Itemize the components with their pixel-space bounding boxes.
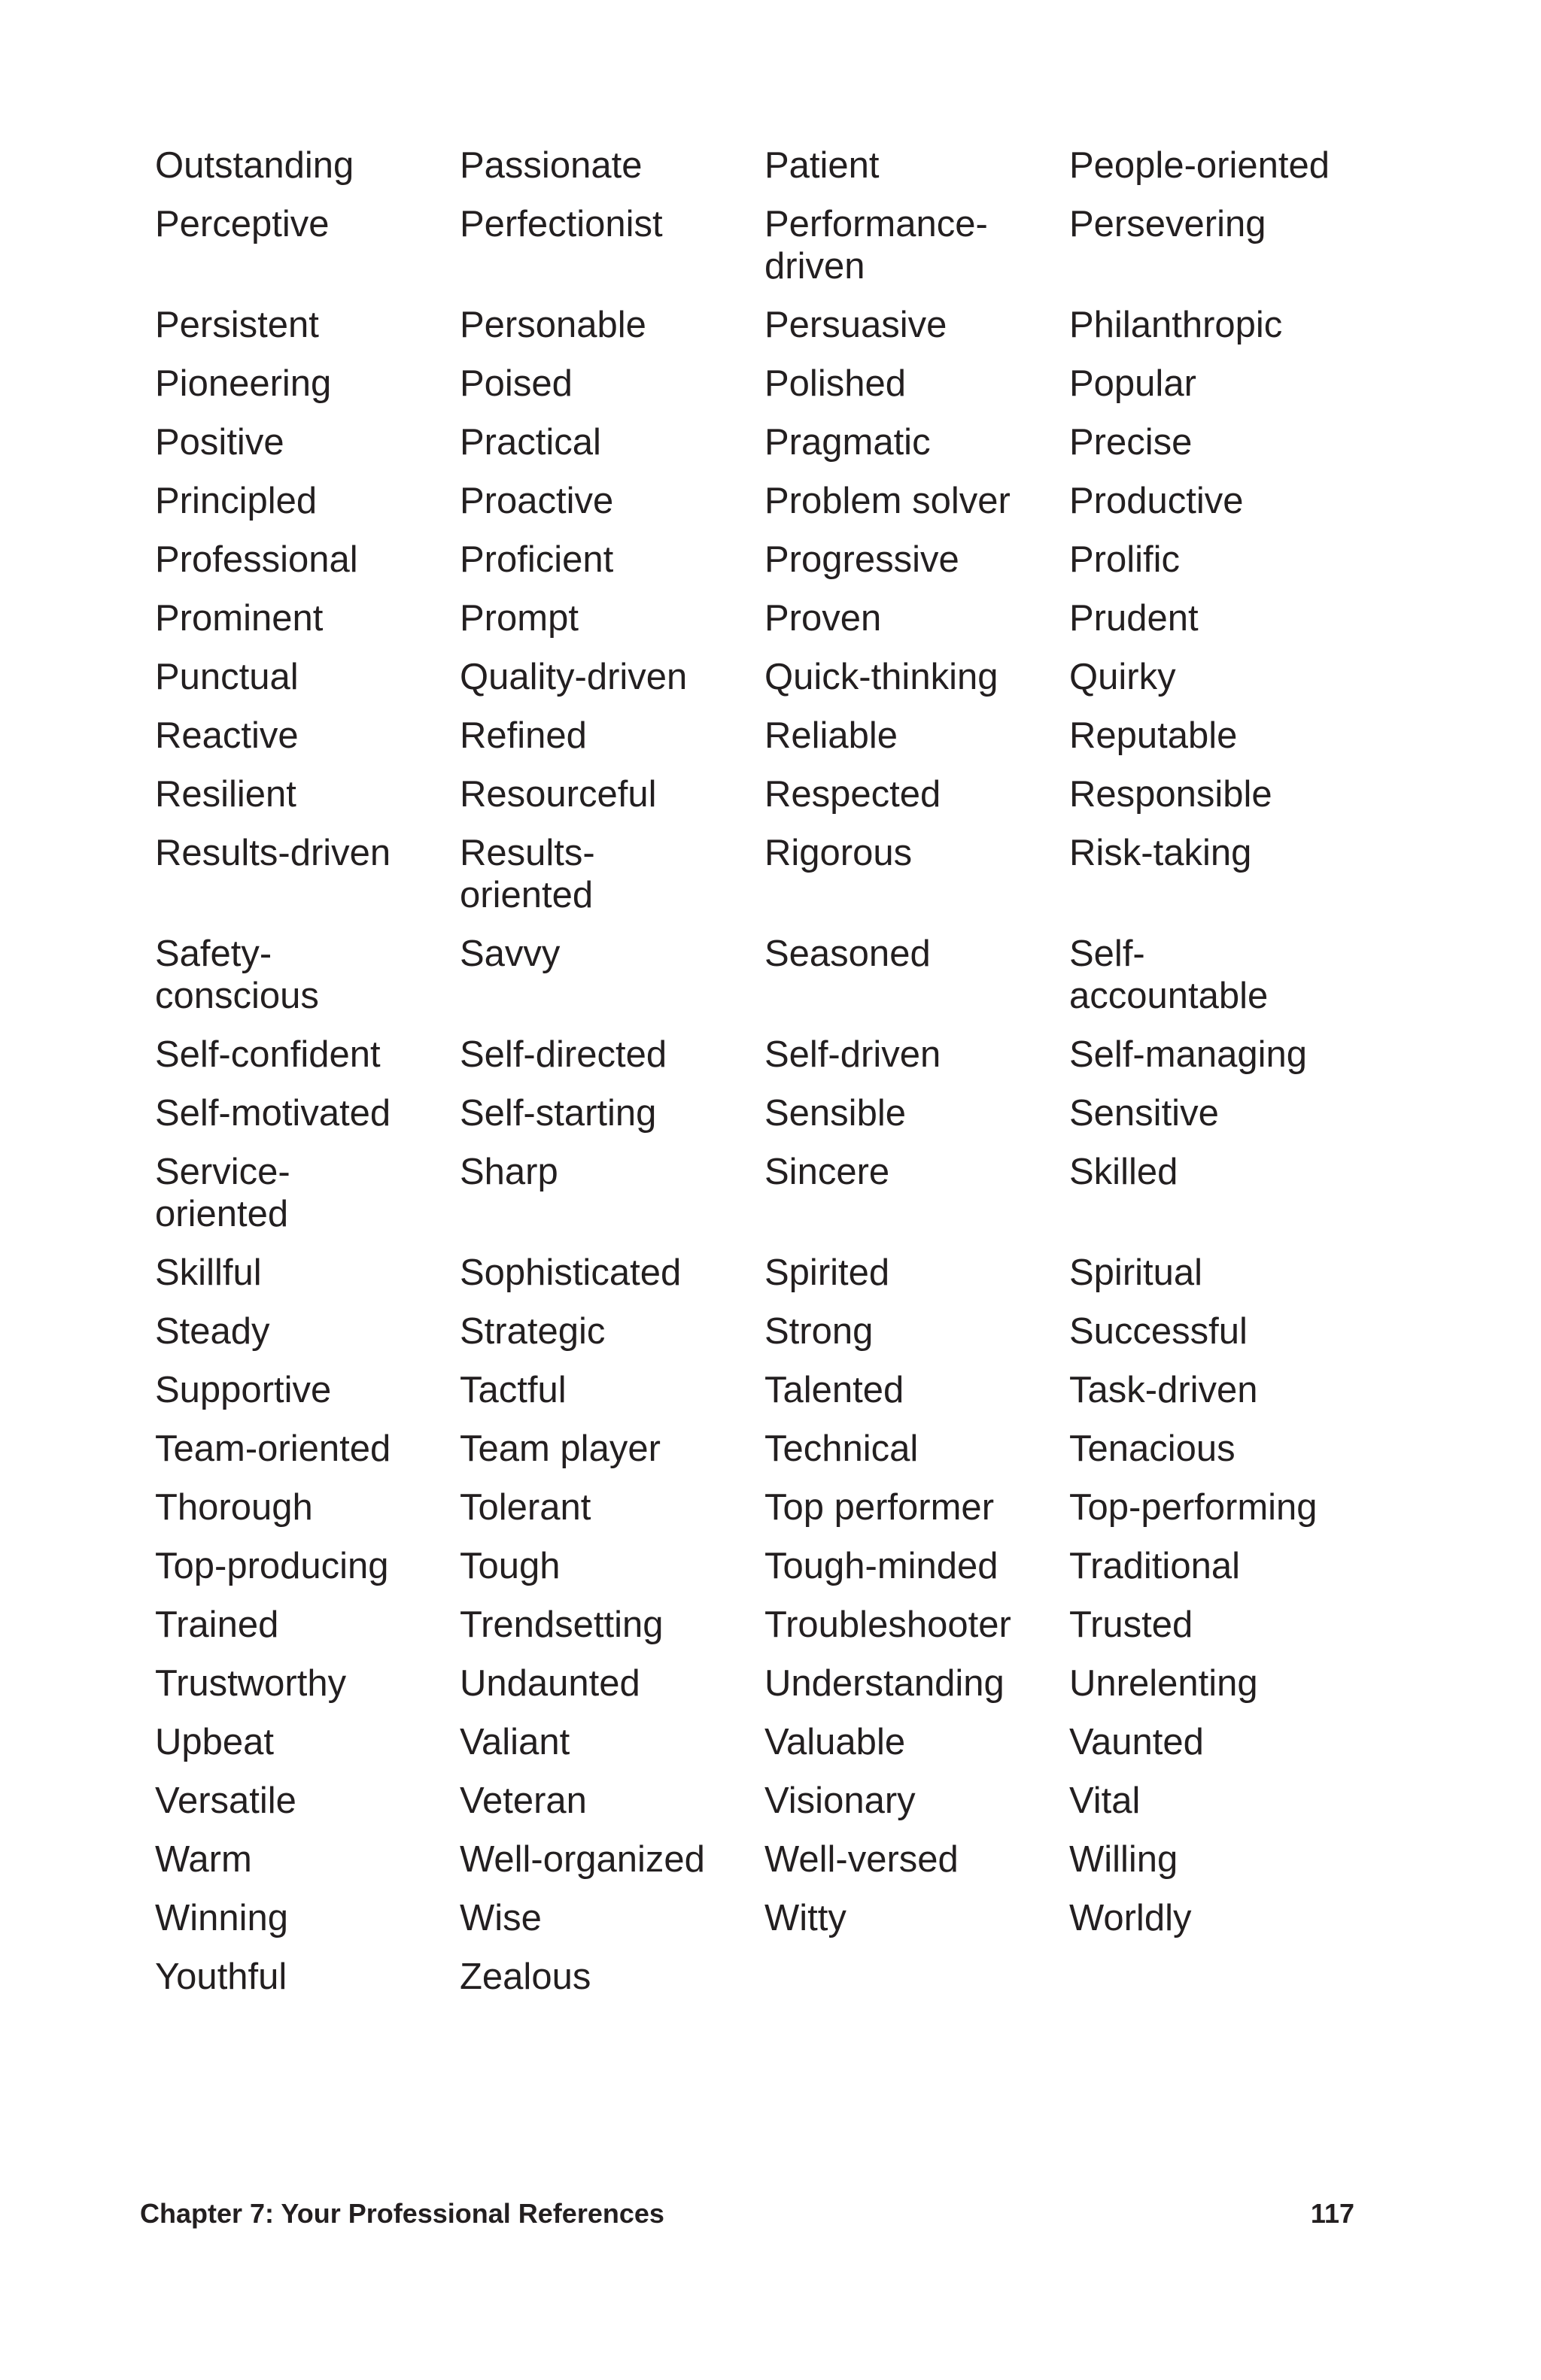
- table-row: [155, 1662, 1374, 1721]
- word-cell: Spirited: [764, 1252, 890, 1293]
- word-cell: Passionate: [460, 145, 643, 186]
- word-cell: Trusted: [1069, 1604, 1193, 1645]
- word-cell: Self- accountable: [1069, 933, 1269, 1016]
- word-cell: Prolific: [1069, 539, 1181, 580]
- chapter-title: Chapter 7: Your Professional References: [140, 2198, 664, 2229]
- word-cell: Worldly: [1069, 1898, 1192, 1938]
- word-cell: Principled: [155, 481, 318, 521]
- word-cell: Versatile: [155, 1780, 296, 1821]
- word-cell: Trendsetting: [460, 1604, 664, 1645]
- word-cell: Poised: [460, 363, 573, 404]
- word-cell: Tolerant: [460, 1487, 591, 1528]
- word-cell: Valiant: [460, 1722, 570, 1762]
- word-cell: Visionary: [764, 1780, 916, 1821]
- table-row: [155, 1034, 1374, 1092]
- word-cell: Trained: [155, 1604, 279, 1645]
- word-cell: Progressive: [764, 539, 959, 580]
- word-cell: Supportive: [155, 1370, 332, 1410]
- table-row: [155, 1252, 1374, 1310]
- table-row: [155, 656, 1374, 715]
- word-cell: Perfectionist: [460, 204, 663, 244]
- table-row: [155, 715, 1374, 773]
- word-cell: Sensitive: [1069, 1093, 1219, 1134]
- table-row: [155, 1780, 1374, 1838]
- word-cell: Task-driven: [1069, 1370, 1258, 1410]
- word-cell: Positive: [155, 422, 284, 463]
- word-cell: Steady: [155, 1311, 270, 1352]
- word-cell: Performance- driven: [764, 204, 988, 287]
- table-row: [155, 1486, 1374, 1545]
- word-cell: Practical: [460, 422, 601, 463]
- word-cell: Risk-taking: [1069, 833, 1252, 873]
- word-cell: Proficient: [460, 539, 614, 580]
- table-row: [155, 933, 1374, 1034]
- table-row: [155, 597, 1374, 656]
- word-cell: Technical: [764, 1428, 919, 1469]
- table-row: [155, 1721, 1374, 1780]
- word-cell: Perceptive: [155, 204, 330, 244]
- word-cell: Self-motivated: [155, 1093, 391, 1134]
- word-cell: People-oriented: [1069, 145, 1330, 186]
- word-cell: Successful: [1069, 1311, 1248, 1352]
- word-cell: Quick-thinking: [764, 657, 998, 697]
- table-row: [155, 480, 1374, 539]
- word-cell: Thorough: [155, 1487, 313, 1528]
- word-cell: Sophisticated: [460, 1252, 682, 1293]
- word-cell: Well-versed: [764, 1839, 959, 1880]
- word-cell: Philanthropic: [1069, 305, 1283, 345]
- table-row: [155, 304, 1374, 363]
- word-cell: Witty: [764, 1898, 846, 1938]
- table-row: [155, 832, 1374, 933]
- word-cell: Prompt: [460, 598, 579, 639]
- word-cell: Top-performing: [1069, 1487, 1318, 1528]
- word-cell: Strategic: [460, 1311, 606, 1352]
- word-cell: Upbeat: [155, 1722, 275, 1762]
- word-cell: Warm: [155, 1839, 252, 1880]
- word-cell: Quality-driven: [460, 657, 688, 697]
- table-row: [155, 363, 1374, 421]
- word-cell: Popular: [1069, 363, 1196, 404]
- word-cell: Youthful: [155, 1957, 287, 1997]
- word-cell: Responsible: [1069, 774, 1272, 815]
- word-cell: Top-producing: [155, 1546, 389, 1586]
- word-cell: [764, 1956, 1069, 2014]
- table-row: [155, 1151, 1374, 1252]
- word-cell: Resilient: [155, 774, 296, 815]
- word-cell: Professional: [155, 539, 358, 580]
- word-cell: Personable: [460, 305, 646, 345]
- word-cell: Sharp: [460, 1152, 558, 1192]
- word-cell: Problem solver: [764, 481, 1011, 521]
- table-row: [155, 1956, 1374, 2014]
- word-cell: Sincere: [764, 1152, 890, 1192]
- word-cell: Prominent: [155, 598, 324, 639]
- page-number: 117: [1310, 2198, 1354, 2229]
- word-cell: Self-starting: [460, 1093, 657, 1134]
- word-list-body: [155, 144, 1374, 2014]
- word-cell: Proven: [764, 598, 882, 639]
- table-row: [155, 1897, 1374, 1956]
- word-cell: Results- oriented: [460, 833, 595, 915]
- word-cell: Quirky: [1069, 657, 1176, 697]
- word-cell: Wise: [460, 1898, 542, 1938]
- word-cell: Polished: [764, 363, 906, 404]
- table-row: [155, 1092, 1374, 1151]
- table-row: [155, 539, 1374, 597]
- word-cell: Pioneering: [155, 363, 332, 404]
- table-row: [155, 1310, 1374, 1369]
- word-cell: Reliable: [764, 715, 898, 756]
- word-cell: Vaunted: [1069, 1722, 1204, 1762]
- word-cell: Respected: [764, 774, 941, 815]
- word-cell: Undaunted: [460, 1663, 640, 1704]
- word-cell: Outstanding: [155, 145, 354, 186]
- table-row: [155, 1545, 1374, 1604]
- word-cell: Trustworthy: [155, 1663, 347, 1704]
- word-cell: Resourceful: [460, 774, 657, 815]
- word-cell: Well-organized: [460, 1839, 705, 1880]
- word-cell: [1069, 1956, 1374, 2014]
- word-cell: Patient: [764, 145, 880, 186]
- word-cell: Self-managing: [1069, 1034, 1307, 1075]
- table-row: [155, 773, 1374, 832]
- word-cell: Pragmatic: [764, 422, 931, 463]
- word-cell: Self-driven: [764, 1034, 941, 1075]
- table-row: [155, 1604, 1374, 1662]
- page-footer: [140, 2195, 1354, 2233]
- word-cell: Skillful: [155, 1252, 262, 1293]
- word-cell: Tough: [460, 1546, 561, 1586]
- word-cell: Persistent: [155, 305, 319, 345]
- table-row: [155, 203, 1374, 304]
- word-cell: Winning: [155, 1898, 289, 1938]
- word-cell: Unrelenting: [1069, 1663, 1258, 1704]
- word-cell: Self-directed: [460, 1034, 667, 1075]
- word-cell: Veteran: [460, 1780, 587, 1821]
- word-cell: Team player: [460, 1428, 661, 1469]
- word-cell: Talented: [764, 1370, 904, 1410]
- word-cell: Reactive: [155, 715, 299, 756]
- word-cell: Rigorous: [764, 833, 913, 873]
- word-cell: Safety- conscious: [155, 933, 319, 1016]
- word-cell: Refined: [460, 715, 587, 756]
- word-cell: Team-oriented: [155, 1428, 391, 1469]
- word-cell: Seasoned: [764, 933, 931, 974]
- table-row: [155, 1838, 1374, 1897]
- word-cell: Service- oriented: [155, 1152, 290, 1234]
- word-cell: Willing: [1069, 1839, 1178, 1880]
- word-list-table: [155, 144, 1374, 2014]
- word-cell: Savvy: [460, 933, 561, 974]
- word-cell: Understanding: [764, 1663, 1005, 1704]
- word-cell: Spiritual: [1069, 1252, 1203, 1293]
- word-cell: Reputable: [1069, 715, 1238, 756]
- word-cell: Tactful: [460, 1370, 567, 1410]
- word-cell: Zealous: [460, 1957, 591, 1997]
- word-cell: Persuasive: [764, 305, 947, 345]
- word-cell: Proactive: [460, 481, 614, 521]
- word-cell: Tenacious: [1069, 1428, 1236, 1469]
- table-row: [155, 1428, 1374, 1486]
- word-cell: Persevering: [1069, 204, 1266, 244]
- word-cell: Prudent: [1069, 598, 1199, 639]
- table-row: [155, 1369, 1374, 1428]
- word-cell: Punctual: [155, 657, 299, 697]
- word-cell: Troubleshooter: [764, 1604, 1011, 1645]
- word-cell: Sensible: [764, 1093, 906, 1134]
- word-cell: Self-confident: [155, 1034, 381, 1075]
- word-cell: Strong: [764, 1311, 874, 1352]
- word-cell: Precise: [1069, 422, 1193, 463]
- table-row: [155, 144, 1374, 203]
- table-row: [155, 421, 1374, 480]
- word-cell: Skilled: [1069, 1152, 1178, 1192]
- word-cell: Top performer: [764, 1487, 995, 1528]
- word-cell: Valuable: [764, 1722, 906, 1762]
- word-cell: Productive: [1069, 481, 1244, 521]
- word-cell: Tough-minded: [764, 1546, 998, 1586]
- word-cell: Traditional: [1069, 1546, 1240, 1586]
- word-cell: Results-driven: [155, 833, 391, 873]
- word-cell: Vital: [1069, 1780, 1141, 1821]
